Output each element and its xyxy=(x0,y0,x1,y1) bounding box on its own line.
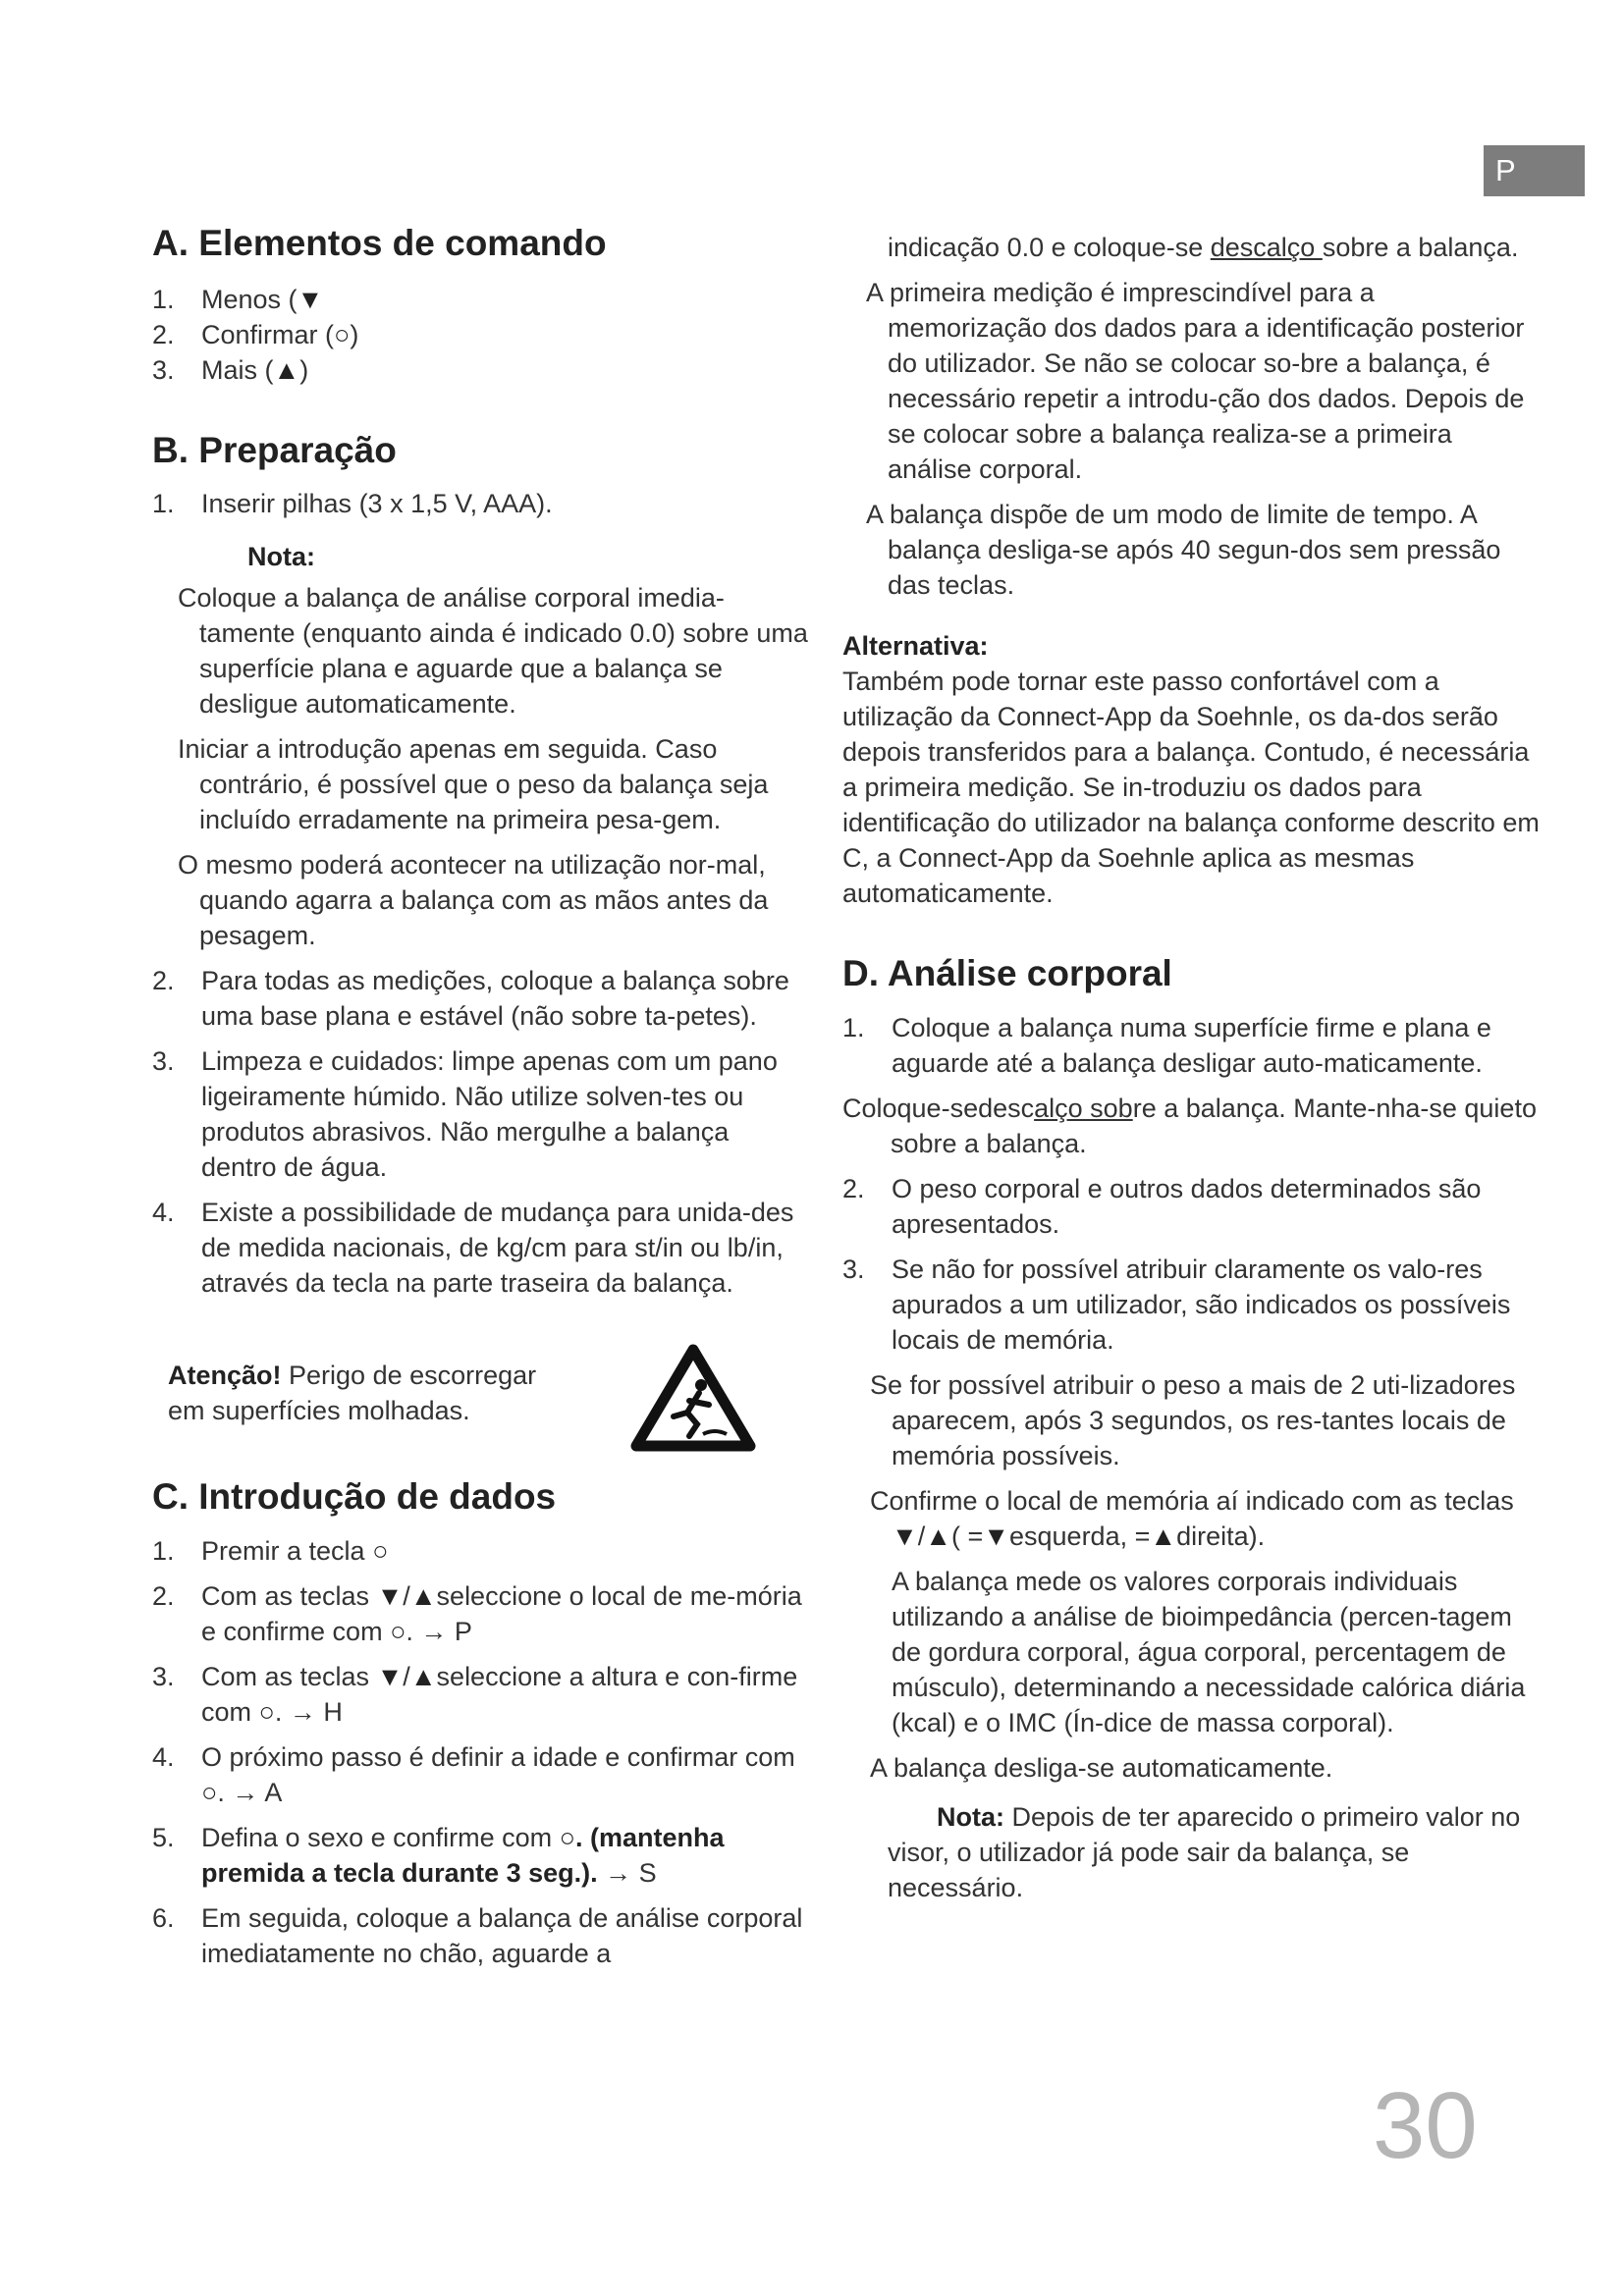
item-text: Defina o sexo e confirme com ○. (mantenha premida a tecla durante 3 seg.). → S xyxy=(201,1823,725,1889)
item-text: Limpeza e cuidados: limpe apenas com um pano ligeiramente húmido. Não utilize solven-tes ou produtos abrasivos. Não mergulhe a balança dentro de água. xyxy=(201,1046,778,1183)
item-number: 3. xyxy=(152,1662,175,1692)
note-paragraph: Nota: Depois de ter aparecido o primeiro valor no visor, o utilizador já pode sair da balança, se necessário. xyxy=(888,1801,1521,1902)
list-item xyxy=(152,282,810,317)
item-number: 3. xyxy=(152,354,175,385)
plus-icon: ▲ xyxy=(925,1521,951,1551)
step-paragraph: Coloque-sedescalço sobre a balança. Mante-nha-se quieto sobre a balança. xyxy=(842,1093,1537,1158)
info-paragraph: A balança dispõe de um modo de limite de tempo. A balança desliga-se após 40 segun-dos sem pressão das teclas. xyxy=(866,500,1501,600)
list-item xyxy=(152,1739,810,1810)
item-text: Premir a tecla ○ xyxy=(201,1536,389,1567)
analysis-paragraph: A balança mede os valores corporais individuais utilizando a análise de bioimpedância (percen-tagem de gordura corporal, água corporal, percentagem de músculo), determinando a necessidade calórica diária (kcal) e o IMC (Ín-dice de massa corporal). xyxy=(892,1566,1526,1737)
item-text: Para todas as medições, coloque a balança sobre uma base plana e estável (não sobre ta-petes). xyxy=(201,966,789,1032)
item-number: 1. xyxy=(152,489,175,519)
confirm-icon: ○ xyxy=(258,1697,275,1728)
list-item xyxy=(842,1252,1540,1358)
confirm-icon: ○ xyxy=(334,319,351,349)
memory-paragraph: Confirme o local de memória aí indicado com as teclas ▼/▲( =▼esquerda, =▲direita). xyxy=(870,1485,1514,1551)
item-number: 4. xyxy=(152,1198,175,1228)
item-number: 1. xyxy=(152,1536,175,1567)
plus-icon: ▲ xyxy=(273,354,300,385)
section-d-title: D. Análise corporal xyxy=(842,953,1172,993)
item-text: Mais (▲) xyxy=(201,354,309,385)
item-number: 2. xyxy=(152,966,175,996)
alternative-text: Também pode tornar este passo confortável com a utilização da Connect-App da Soehnle, os da-dos serão depois transferidos para a balança. Contudo, é necessária a primeira medição. Se in-troduziu os dados para identificação do utilizador na balança conforme descrito em C, a Connect-App da Soehnle aplica as mesmas automaticamente. xyxy=(842,667,1540,908)
list-item xyxy=(152,1659,810,1730)
note-paragraph: Iniciar a introdução apenas em seguida. Caso contrário, é possível que o peso da balança seja incluído erradamente na primeira pesa-gem. xyxy=(178,734,769,835)
alternative-label: Alternativa: xyxy=(842,631,989,661)
item-text: Se não for possível atribuir claramente os valo-res apurados a um utilizador, são indicados os possíveis locais de memória. xyxy=(892,1254,1511,1355)
plus-icon: ▲ xyxy=(409,1662,437,1692)
info-paragraph: A primeira medição é imprescindível para a memorização dos dados para a identificação posterior do utilizador. Se não se colocar so-bre a balança, é necessário repetir a introdu-ção dos dados. Depois de se colocar sobre a balança realiza-se a primeira análise corporal. xyxy=(866,278,1525,484)
confirm-icon: ○ xyxy=(390,1617,406,1647)
list-item xyxy=(152,1195,810,1301)
item-text: O peso corporal e outros dados determinados são apresentados. xyxy=(892,1173,1482,1239)
arrow-right-icon: → xyxy=(605,1858,632,1889)
section-c-title: C. Introdução de dados xyxy=(152,1476,557,1518)
list-item xyxy=(152,963,810,1034)
item-number: 3. xyxy=(842,1254,865,1284)
arrow-right-icon: → xyxy=(420,1617,448,1647)
slippery-floor-warning-icon xyxy=(630,1344,756,1454)
list-item xyxy=(152,1043,810,1185)
item-text: Confirmar (○) xyxy=(201,319,359,349)
memory-paragraph: Se for possível atribuir o peso a mais de 2 uti-lizadores aparecem, após 3 segundos, os res-tantes locais de memória possíveis. xyxy=(870,1369,1516,1470)
warning-text: Atenção! Perigo de escorregar em superfícies molhadas. xyxy=(168,1361,537,1426)
plus-icon: ▲ xyxy=(409,1581,437,1612)
auto-off-paragraph: A balança desliga-se automaticamente. xyxy=(870,1752,1333,1783)
arrow-right-icon: → xyxy=(232,1778,259,1808)
minus-icon: ▼ xyxy=(376,1581,404,1612)
item-number: 2. xyxy=(152,1581,175,1612)
minus-icon: ▼ xyxy=(983,1521,1009,1551)
minus-icon: ▼ xyxy=(892,1521,918,1551)
item-number: 2. xyxy=(152,319,175,349)
item-text: Em seguida, coloque a balança de análise corporal imediatamente no chão, aguarde a xyxy=(201,1903,803,1969)
item-text: Inserir pilhas (3 x 1,5 V, AAA). xyxy=(201,489,553,519)
list-item xyxy=(842,1010,1540,1081)
item-text: Existe a possibilidade de mudança para unida-des de medida nacionais, de kg/cm para st/in ou lb/in, através da tecla na parte traseira da balança. xyxy=(201,1198,794,1299)
item-text: O próximo passo é definir a idade e confirmar com ○. → A xyxy=(201,1742,795,1808)
list-item xyxy=(152,1820,810,1891)
note-label: Nota: xyxy=(247,542,315,572)
confirm-icon: ○ xyxy=(372,1536,389,1567)
minus-icon: ▼ xyxy=(376,1662,404,1692)
section-a-list xyxy=(152,282,810,388)
item-number: 6. xyxy=(152,1903,175,1934)
minus-icon: ▼ xyxy=(297,284,324,314)
continued-text: indicação 0.0 e coloque-se descalço sobre a balança. xyxy=(888,233,1519,262)
list-item xyxy=(152,317,810,352)
section-c-list xyxy=(152,1533,810,1971)
confirm-icon: ○ xyxy=(201,1778,218,1808)
item-number: 4. xyxy=(152,1742,175,1773)
list-item xyxy=(152,1578,810,1649)
item-number: 3. xyxy=(152,1046,175,1077)
list-item xyxy=(842,1171,1540,1242)
list-item xyxy=(152,1533,810,1569)
list-item xyxy=(152,486,810,521)
info-block xyxy=(842,275,1540,603)
section-a-title: A. Elementos de comando xyxy=(152,223,607,263)
item-text: Coloque a balança numa superfície firme e plana e aguarde até a balança desligar auto-maticamente. xyxy=(892,1012,1491,1078)
right-column xyxy=(842,230,1540,1905)
page-number: 30 xyxy=(1373,2073,1478,2178)
item-text: Com as teclas ▼/▲seleccione a altura e con-firme com ○. → H xyxy=(201,1662,798,1728)
item-number: 1. xyxy=(842,1012,865,1042)
arrow-right-icon: → xyxy=(289,1697,316,1728)
list-item xyxy=(152,352,810,388)
language-tab: P xyxy=(1484,145,1585,196)
item-text: Com as teclas ▼/▲seleccione o local de me-mória e confirme com ○. → P xyxy=(201,1581,802,1647)
plus-icon: ▲ xyxy=(1150,1521,1177,1551)
section-b-title: B. Preparação xyxy=(152,429,397,470)
note-paragraph: Coloque a balança de análise corporal imedia-tamente (enquanto ainda é indicado 0.0) sobre uma superfície plana e aguarde que a balança se desligue automaticamente. xyxy=(178,583,808,720)
list-item xyxy=(152,1900,810,1971)
warning-block xyxy=(152,1344,810,1454)
item-number: 5. xyxy=(152,1823,175,1853)
note-paragraph: O mesmo poderá acontecer na utilização nor-mal, quando agarra a balança com as mãos antes da pesagem. xyxy=(178,850,769,951)
left-column xyxy=(152,224,810,1971)
note-block xyxy=(152,580,810,953)
item-number: 1. xyxy=(152,284,175,314)
confirm-icon: ○ xyxy=(559,1823,575,1853)
item-text: Menos (▼ xyxy=(201,284,324,314)
memory-block xyxy=(842,1367,1540,1786)
item-number: 2. xyxy=(842,1173,865,1203)
